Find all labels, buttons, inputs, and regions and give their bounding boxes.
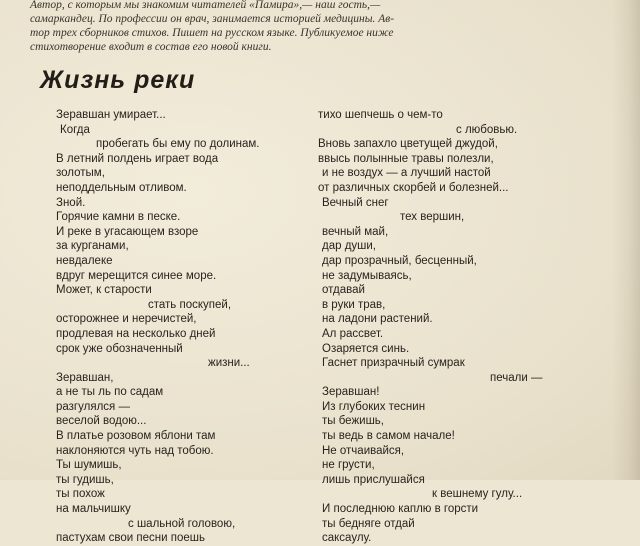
poem-line: Может, к старости [56, 284, 152, 297]
author-intro [30, 0, 500, 54]
poem-line: лишь прислушайся [322, 473, 425, 486]
poem-line: не грусти, [322, 459, 375, 472]
poem-line: в руки трав, [322, 298, 386, 311]
poem-line: Вечный снег [322, 196, 389, 209]
poem-line: дар души, [322, 240, 377, 253]
poem-line: продлевая на несколько дней [56, 327, 216, 340]
poem-line: невдалеке [56, 254, 113, 267]
poem-line: ввысь полынные травы полезли, [318, 152, 494, 165]
poem-line: Зеравшан, [56, 371, 114, 384]
poem-line: пастухам свои песни поешь [56, 532, 205, 545]
poem-line: Озаряется синь. [322, 342, 410, 355]
poem-line: вдруг мерещится синее море. [56, 269, 217, 282]
poem-line: ты ведь в самом начале! [322, 430, 455, 443]
poem-line: наклоняются чуть над тобою. [56, 444, 214, 457]
poem-line: от различных скорбей и болезней... [318, 181, 509, 194]
poem-line: ты похож [56, 488, 105, 501]
poem-line: Зеравшан! [322, 386, 380, 399]
poem-line: к вешнему гулу... [432, 488, 523, 501]
poem-line: ты бедняге отдай [322, 517, 415, 530]
poem-line: И последнюю каплю в горсти [322, 503, 479, 516]
poem-line: В платье розовом яблони там [56, 430, 216, 443]
intro-line: Автор, с которым мы знакомим читателей «Памира»,— наш гость,— [30, 0, 381, 11]
poem-line: Горячие камни в песке. [56, 211, 181, 224]
poem-line: Когда [60, 123, 90, 136]
intro-line: стихотворение входит в состав его новой книги. [30, 41, 272, 53]
poem-line: И реке в угасающем взоре [56, 225, 199, 238]
poem-line: саксаулу. [322, 532, 372, 545]
poem-line: разгулялся — [56, 400, 130, 413]
poem-line: с шальной головою, [128, 517, 236, 530]
poem-line: вечный май, [322, 225, 389, 238]
poem-line: Зной. [56, 196, 86, 209]
poem-line: а не ты ль по садам [56, 386, 164, 399]
intro-line: самаркандец. По профессии он врач, занимается историей медицины. Ав- [30, 13, 395, 25]
poem-line: за курганами, [56, 240, 129, 253]
poem-line: Из глубоких теснин [322, 400, 426, 413]
poem-title: Жизнь реки [40, 66, 196, 94]
poem-line: стать поскупей, [148, 298, 232, 311]
poem-line: веселой водою... [56, 415, 147, 428]
poem-line: В летний полдень играет вода [56, 152, 219, 165]
poem-line: тихо шепчешь о чем-то [318, 109, 443, 121]
poem-line: на мальчишку [56, 503, 131, 516]
poem-line: дар прозрачный, бесценный, [322, 254, 477, 267]
poem-line: печали — [490, 371, 543, 384]
poem-line: Вновь запахло цветущей джудой, [318, 138, 498, 151]
poem-column-left [56, 108, 306, 546]
intro-line: тор трех сборников стихов. Пишет на русском языке. Публикуемое ниже [30, 27, 394, 39]
page-fold-shadow [612, 0, 640, 480]
poem-line: на ладони растений. [322, 313, 433, 326]
poem-line: отдавай [322, 284, 365, 297]
poem-column-right [318, 108, 558, 546]
poem-line: не задумываясь, [322, 269, 412, 282]
poem-line: неподдельным отливом. [56, 181, 187, 194]
poem-line: срок уже обозначенный [56, 342, 183, 355]
poem-line: пробегать бы ему по долинам. [96, 138, 260, 151]
poem-line: Ал рассвет. [322, 327, 384, 340]
poem-line: Гаснет призрачный сумрак [322, 357, 465, 370]
poem-line: золотым, [56, 167, 105, 180]
poem-line: с любовью. [456, 123, 518, 136]
poem-line: ты бежишь, [322, 415, 384, 428]
poem-line: жизни... [208, 357, 250, 370]
poem-line: тех вершин, [400, 211, 465, 224]
poem-line: и не воздух — а лучший настой [322, 167, 491, 180]
poem-line: ты гудишь, [56, 473, 114, 486]
poem-line: Не отчаивайся, [322, 444, 405, 457]
poem-line: Ты шумишь, [56, 459, 122, 472]
poem-line: Зеравшан умирает... [56, 109, 166, 121]
poem-line: осторожнее и неречистей, [56, 313, 197, 326]
